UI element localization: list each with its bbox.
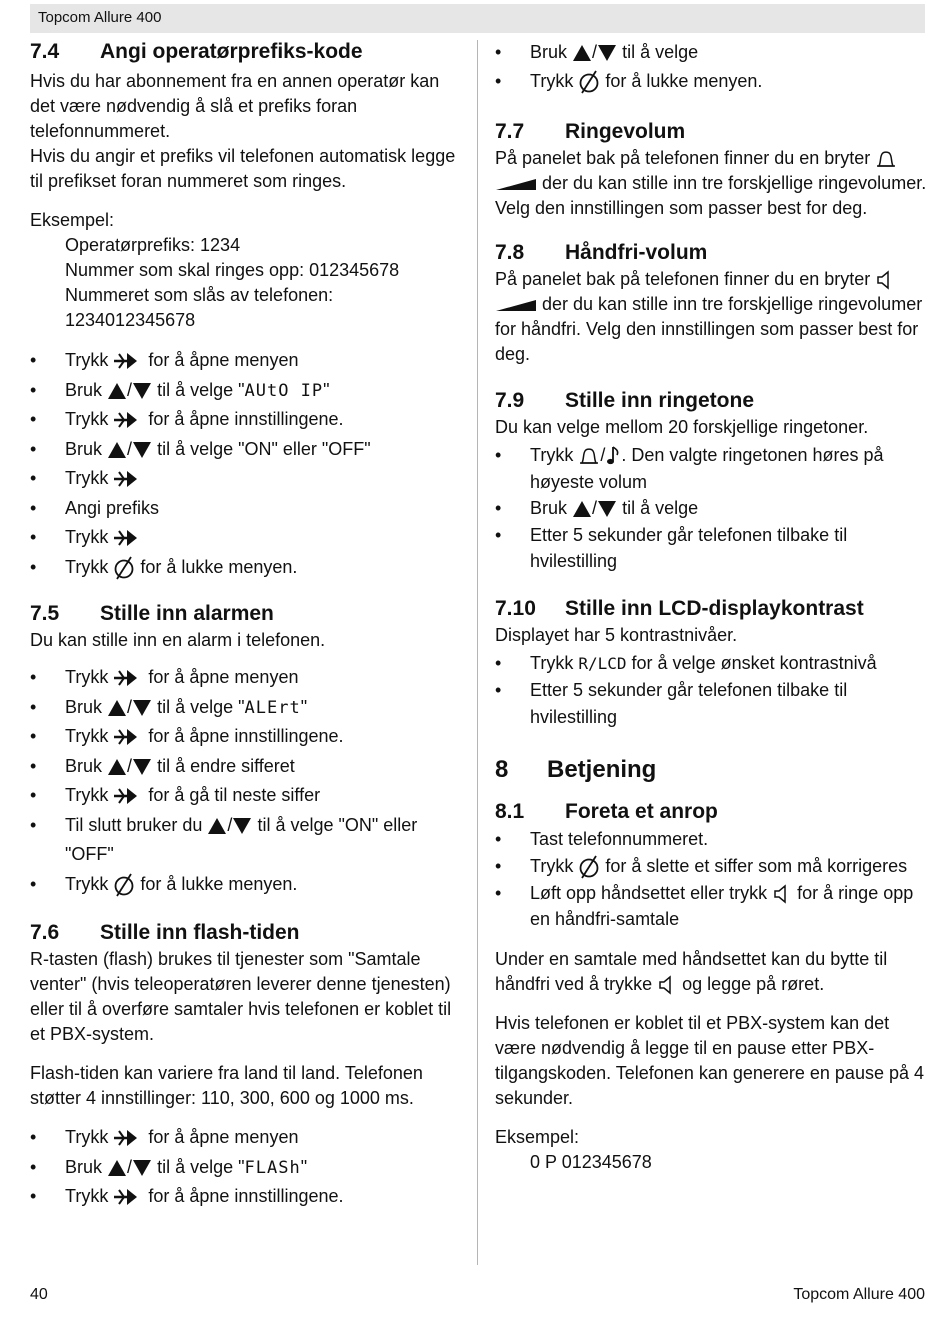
paragraph: Hvis du har abonnement fra en annen operatør kan det være nødvendig å slå et prefiks foran telefonnummeret.: [30, 71, 440, 141]
step-verb: Trykk: [65, 409, 109, 429]
section-title: Håndfri-volum: [565, 241, 708, 264]
section-number: 7.7: [495, 120, 525, 143]
end-call-circle-slash-icon: [113, 555, 135, 581]
step-text: Etter 5 sekunder går telefonen tilbake til hvilestilling: [530, 524, 848, 571]
up-triangle-icon: [107, 382, 127, 400]
step-text: for å åpne innstillingene.: [148, 1186, 344, 1206]
paragraph: Du kan stille inn en alarm i telefonen.: [30, 630, 326, 650]
step-list: [30, 1123, 462, 1212]
section-heading: [495, 239, 927, 267]
example-label: Eksempel:: [30, 210, 115, 230]
step-list: [495, 826, 927, 933]
step-verb: Trykk: [530, 652, 574, 673]
list-item: • Bruk / til å velge "ALErt": [30, 696, 308, 718]
down-triangle-icon: [132, 441, 152, 459]
paragraph-text: der du kan stille inn tre forskjellige ringevolumer. Velg den innstillingen som passer best for deg.: [495, 173, 927, 218]
lcd-text: ALErt: [244, 697, 301, 718]
quote-mark: ": [300, 1156, 308, 1177]
list-item: • Trykk / . Den valgte ringetonen høres på høyeste volum: [495, 445, 884, 492]
section-number: 7.9: [495, 389, 525, 412]
step-text: Angi prefiks: [65, 497, 160, 518]
end-call-circle-slash-icon: [113, 872, 135, 898]
section-title: Angi operatørprefiks-kode: [100, 40, 363, 63]
section-7-9: [495, 387, 927, 575]
section-number: 7.10: [495, 596, 536, 620]
list-item: • Bruk / til å velge: [495, 498, 699, 518]
speaker-icon: [772, 883, 792, 905]
section-heading: [495, 118, 927, 146]
list-item: • Til slutt bruker du / til å velge "ON" eller "OFF": [30, 814, 418, 864]
menu-arrow-icon: [113, 785, 143, 807]
music-note-icon: [605, 445, 621, 467]
end-call-circle-slash-icon: [578, 69, 600, 95]
left-column: [30, 34, 462, 1212]
example-line: Nummer som skal ringes opp: 012345678: [65, 260, 400, 280]
chapter-title: Betjening: [547, 756, 657, 783]
quote-mark: ": [323, 379, 330, 400]
example-line: 0 P 012345678: [530, 1151, 652, 1172]
section-number: 7.8: [495, 241, 525, 264]
step-text: Etter 5 sekunder går telefonen tilbake til hvilestilling: [530, 680, 848, 727]
up-triangle-icon: [107, 758, 127, 776]
list-item: • Tast telefonnummeret.: [495, 829, 709, 849]
section-7-7: [495, 118, 927, 221]
step-verb: Bruk: [65, 379, 103, 400]
paragraph: Displayet har 5 kontrastnivåer.: [495, 624, 738, 645]
paragraph: Flash-tiden kan variere fra land til land. Telefonen støtter 4 innstillinger: 110, 300, 600 og 1000 ms.: [30, 1063, 423, 1108]
step-verb: Trykk: [530, 855, 574, 876]
section-7-8: [495, 239, 927, 367]
paragraph: Hvis du angir et prefiks vil telefonen automatisk legge til prefikset foran nummeret som ringes.: [30, 146, 456, 191]
example-line: Operatørprefiks: 1234: [65, 235, 241, 255]
section-7-10: [495, 595, 927, 731]
section-title: Stille inn alarmen: [100, 602, 274, 625]
step-verb: Bruk: [65, 755, 103, 776]
step-verb: Bruk: [65, 438, 103, 459]
list-item: • Bruk / til å endre sifferet: [30, 755, 295, 776]
section-7-4: [30, 38, 462, 582]
list-item: • Trykk for å slette et siffer som må korrigeres: [495, 853, 927, 880]
list-item: • Bruk / til å velge "AUtO IP": [30, 379, 330, 401]
lcd-text: AUtO IP: [244, 380, 324, 401]
paragraph-text: Under en samtale med håndsettet kan du bytte til håndfri ved å trykke: [495, 948, 888, 994]
menu-arrow-icon: [113, 409, 143, 431]
up-triangle-icon: [107, 1159, 127, 1177]
step-list: [495, 442, 927, 575]
up-triangle-icon: [107, 699, 127, 717]
section-8-1: [495, 798, 927, 1175]
list-item: • Trykk for å åpne menyen: [30, 663, 462, 693]
step-text: til å velge "ON" eller "OFF": [157, 438, 371, 459]
paragraph-text: På panelet bak på telefonen finner du en bryter: [495, 269, 871, 289]
list-item: • Bruk / til å velge "FLASh": [30, 1156, 308, 1178]
section-heading: [495, 798, 927, 826]
step-text: for å lukke menyen.: [140, 873, 298, 894]
step-text: for å åpne menyen: [148, 1127, 299, 1147]
paragraph: [495, 267, 927, 367]
step-text: for å ringe opp en håndfri-samtale: [530, 882, 914, 930]
menu-arrow-icon: [113, 667, 143, 689]
step-list: [495, 650, 927, 731]
section-7-6: [30, 919, 462, 1212]
step-verb: Trykk: [65, 667, 109, 687]
example-label: Eksempel:: [495, 1126, 580, 1147]
step-list: [30, 663, 462, 899]
step-text: for å gå til neste siffer: [148, 785, 321, 805]
bell-icon: [578, 445, 600, 467]
chapter-number: 8: [495, 756, 509, 783]
menu-arrow-icon: [113, 468, 143, 490]
step-verb: Bruk: [65, 696, 103, 717]
list-item: • Bruk / til å velge: [495, 42, 699, 62]
lcd-text: FLASh: [244, 1157, 301, 1178]
menu-arrow-icon: [113, 1186, 143, 1208]
step-list: [495, 38, 927, 96]
page-number: 40: [30, 1286, 48, 1303]
down-triangle-icon: [597, 500, 617, 518]
step-text: til å velge ": [157, 379, 245, 400]
menu-arrow-icon: [113, 527, 143, 549]
down-triangle-icon: [232, 817, 252, 835]
paragraph: Du kan velge mellom 20 forskjellige ringetoner.: [495, 417, 869, 437]
paragraph: R-tasten (flash) brukes til tjenester som "Samtale venter" (hvis teleoperatøren leverer denne tjenesten) eller til å overføre samtaler hvis telefonen er koblet til et PBX-system.: [30, 949, 452, 1044]
list-item: • Angi prefiks: [30, 497, 160, 518]
list-item: • Trykk for å åpne menyen: [30, 346, 462, 376]
step-text: for å slette et siffer som må korrigeres: [605, 855, 908, 876]
paragraph-text: og legge på røret.: [682, 973, 825, 994]
paragraph: [495, 947, 927, 997]
step-verb: Bruk: [530, 498, 568, 518]
step-verb: Trykk: [65, 350, 109, 370]
example-line: Nummeret som slås av telefonen:: [65, 285, 334, 305]
bell-icon: [875, 148, 897, 170]
up-triangle-icon: [572, 44, 592, 62]
list-item: • Trykk for å åpne menyen: [30, 1123, 462, 1153]
footer-product: Topcom Allure 400: [793, 1286, 925, 1303]
section-heading: [495, 595, 927, 623]
step-text: for å lukke menyen.: [140, 556, 298, 577]
step-text: til å velge ": [157, 1156, 245, 1177]
end-call-circle-slash-icon: [578, 854, 600, 880]
step-text: til å velge "ON" eller "OFF": [65, 814, 418, 864]
list-item: • Trykk: [30, 464, 462, 494]
chapter-8: [495, 754, 927, 786]
down-triangle-icon: [132, 1159, 152, 1177]
section-title: Stille inn ringetone: [565, 389, 755, 412]
section-title: Ringevolum: [565, 120, 686, 143]
right-column: [495, 34, 927, 1175]
step-verb: Trykk: [65, 556, 109, 577]
step-text: til å endre sifferet: [157, 755, 295, 776]
down-triangle-icon: [132, 699, 152, 717]
step-text: for å åpne innstillingene.: [148, 726, 344, 746]
header-title: Topcom Allure 400: [38, 9, 162, 26]
speaker-icon: [657, 974, 677, 996]
step-verb: Til slutt bruker du: [65, 814, 203, 835]
list-item: • Trykk: [30, 523, 462, 553]
step-text: Tast telefonnummeret.: [530, 829, 709, 849]
section-title: Stille inn LCD-displaykontrast: [565, 596, 864, 620]
quote-mark: ": [300, 696, 308, 717]
chapter-heading: [495, 754, 927, 786]
paragraph-text: På panelet bak på telefonen finner du en bryter: [495, 148, 871, 168]
page-header: [30, 4, 925, 33]
section-number: 7.4: [30, 40, 60, 63]
section-heading: [30, 600, 462, 628]
list-item: • Trykk for å åpne innstillingene.: [30, 1182, 462, 1212]
step-verb: Trykk: [65, 468, 109, 488]
r-lcd-key-label: R/LCD: [578, 653, 627, 673]
step-verb: Trykk: [65, 726, 109, 746]
step-list: [30, 346, 462, 582]
menu-arrow-icon: [113, 350, 143, 372]
step-text: for å åpne menyen: [148, 350, 299, 370]
step-text: for å åpne innstillingene.: [148, 409, 344, 429]
list-item: • Trykk R/LCD for å velge ønsket kontrastnivå: [495, 652, 877, 673]
list-item: • Etter 5 sekunder går telefonen tilbake til hvilestilling: [495, 524, 848, 571]
down-triangle-icon: [132, 758, 152, 776]
section-7-5: [30, 600, 462, 899]
menu-arrow-icon: [113, 726, 143, 748]
menu-arrow-icon: [113, 1127, 143, 1149]
list-item: • Trykk for å gå til neste siffer: [30, 781, 462, 811]
list-item: • Trykk for å lukke menyen.: [30, 553, 462, 583]
section-title: Foreta et anrop: [565, 800, 718, 823]
step-verb: Trykk: [530, 445, 574, 465]
list-item: • Trykk for å åpne innstillingene.: [30, 405, 462, 435]
list-item: • Bruk / til å velge "ON" eller "OFF": [30, 438, 371, 459]
step-text: til å velge: [622, 498, 699, 518]
up-triangle-icon: [207, 817, 227, 835]
step-verb: Trykk: [65, 1127, 109, 1147]
step-verb: Trykk: [65, 785, 109, 805]
column-divider: [477, 40, 478, 1265]
up-triangle-icon: [107, 441, 127, 459]
list-item: • Trykk for å lukke menyen.: [30, 870, 462, 900]
example-line: 1234012345678: [65, 310, 196, 330]
list-item: • Trykk for å åpne innstillingene.: [30, 722, 462, 752]
step-text: . Den valgte ringetonen høres på høyeste volum: [530, 445, 884, 492]
up-triangle-icon: [572, 500, 592, 518]
step-text: for å åpne menyen: [148, 667, 299, 687]
step-text: for å velge ønsket kontrastnivå: [631, 652, 877, 673]
step-text: for å lukke menyen.: [605, 71, 763, 91]
section-title: Stille inn flash-tiden: [100, 921, 300, 944]
down-triangle-icon: [597, 44, 617, 62]
volume-wedge-icon: [495, 298, 537, 312]
step-verb: Bruk: [65, 1156, 103, 1177]
step-text: til å velge: [622, 42, 699, 62]
down-triangle-icon: [132, 382, 152, 400]
section-number: 8.1: [495, 800, 525, 823]
paragraph: [495, 146, 927, 221]
section-number: 7.5: [30, 602, 60, 625]
speaker-icon: [875, 269, 895, 291]
step-verb: Trykk: [65, 873, 109, 894]
step-verb: Trykk: [65, 1186, 109, 1206]
step-verb: Løft opp håndsettet eller trykk: [530, 882, 768, 903]
list-item: • Trykk for å lukke menyen.: [495, 67, 927, 96]
section-heading: [30, 38, 462, 66]
paragraph-text: der du kan stille inn tre forskjellige ringevolumer for håndfri. Velg den innstillingen som passer best for deg.: [495, 294, 923, 364]
section-heading: [495, 387, 927, 415]
list-item: • Etter 5 sekunder går telefonen tilbake til hvilestilling: [495, 680, 848, 727]
step-verb: Bruk: [530, 42, 568, 62]
list-item: • Løft opp håndsettet eller trykk for å ringe opp en håndfri-samtale: [495, 882, 914, 930]
step-verb: Trykk: [65, 527, 109, 547]
step-text: til å velge ": [157, 696, 245, 717]
section-number: 7.6: [30, 921, 60, 944]
step-verb: Trykk: [530, 71, 574, 91]
paragraph: Hvis telefonen er koblet til et PBX-system kan det være nødvendig å legge til en pause etter PBX-tilgangskoden. Telefonen kan generere en pause på 4 sekunder.: [495, 1012, 925, 1108]
section-heading: [30, 919, 462, 947]
volume-wedge-icon: [495, 177, 537, 191]
